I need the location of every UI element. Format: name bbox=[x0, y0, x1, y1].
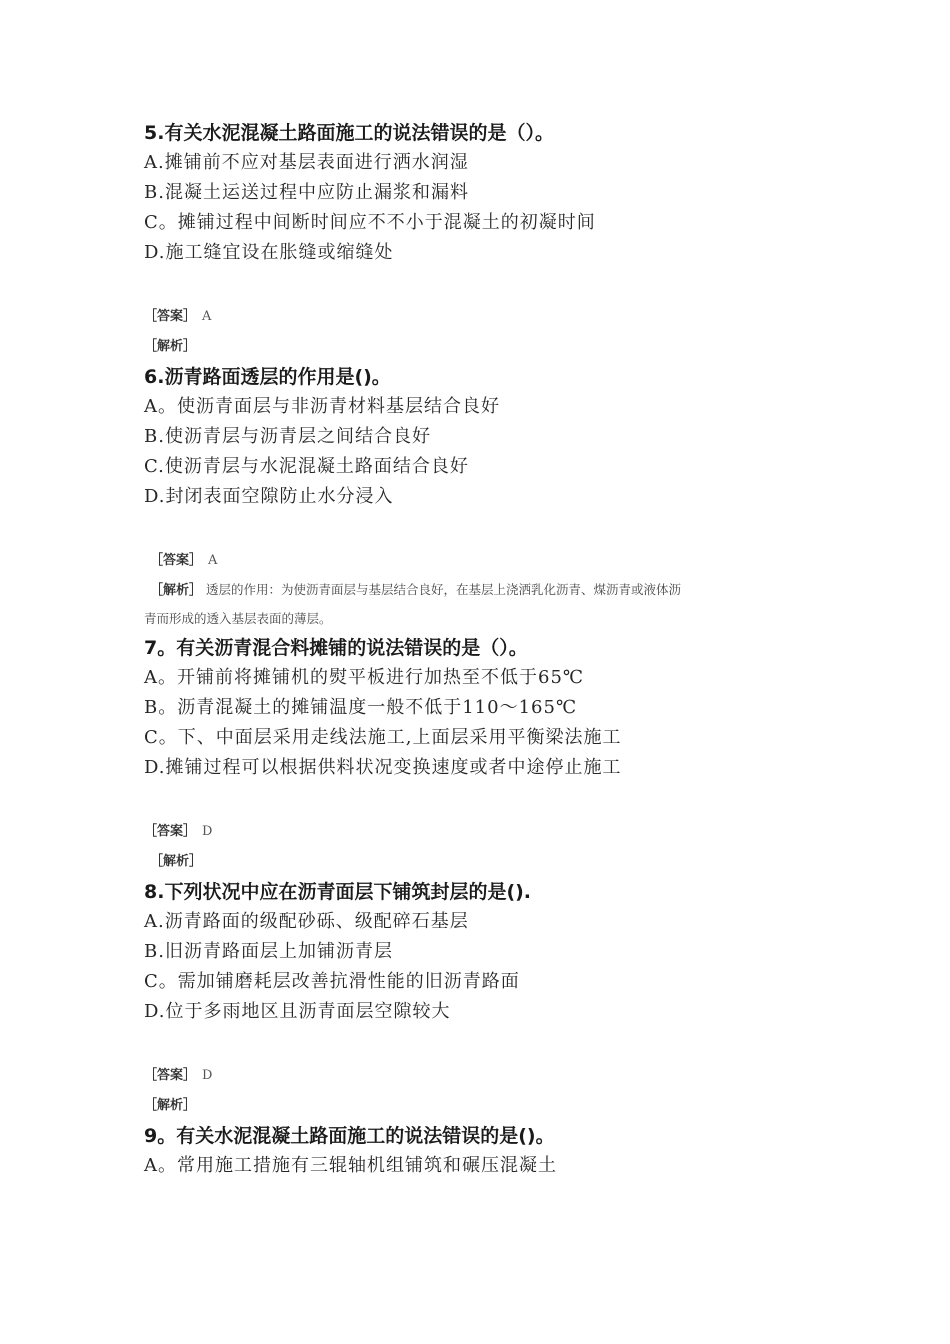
option-d: D.位于多雨地区且沥青面层空隙较大 bbox=[144, 1001, 451, 1022]
option-a: A.沥青路面的级配砂砾、级配碎石基层 bbox=[144, 911, 469, 932]
option-b: B.混凝土运送过程中应防止漏浆和漏料 bbox=[144, 182, 469, 203]
option-c: C。需加铺磨耗层改善抗滑性能的旧沥青路面 bbox=[144, 971, 520, 992]
option-d: D.封闭表面空隙防止水分浸入 bbox=[144, 486, 394, 507]
analysis-line bbox=[144, 332, 824, 362]
analysis-text: 透层的作用：为使沥青面层与基层结合良好，在基层上浇洒乳化沥青、煤沥青或液体沥 bbox=[206, 582, 682, 597]
option-d: D.摊铺过程可以根据供料状况变换速度或者中途停止施工 bbox=[144, 757, 622, 778]
option-b: B.使沥青层与沥青层之间结合良好 bbox=[144, 426, 431, 447]
answer-line bbox=[144, 817, 824, 847]
option-a: A。常用施工措施有三辊轴机组铺筑和碾压混凝土 bbox=[144, 1155, 557, 1176]
analysis-tag: ［解析］ bbox=[150, 854, 203, 869]
answer-line bbox=[144, 546, 824, 576]
answer-tag: ［答案］ bbox=[144, 309, 197, 324]
analysis-line bbox=[144, 576, 824, 605]
question-title: 8.下列状况中应在沥青面层下铺筑封层的是(). bbox=[144, 881, 532, 903]
option-c: C.使沥青层与水泥混凝土路面结合良好 bbox=[144, 456, 469, 477]
answer-value: D bbox=[202, 1068, 213, 1083]
option-c: C。摊铺过程中间断时间应不不小于混凝土的初凝时间 bbox=[144, 212, 596, 233]
analysis-tag: ［解析］ bbox=[144, 339, 197, 354]
question-title: 9。有关水泥混凝土路面施工的说法错误的是()。 bbox=[144, 1125, 555, 1147]
analysis-tag: ［解析］ bbox=[150, 583, 203, 598]
option-a: A.摊铺前不应对基层表面进行洒水润湿 bbox=[144, 152, 469, 173]
question-title: 7。有关沥青混合料摊铺的说法错误的是（）。 bbox=[144, 637, 528, 659]
document-page bbox=[144, 118, 824, 1181]
answer-value: D bbox=[202, 824, 213, 839]
analysis-line bbox=[144, 1091, 824, 1121]
question-block bbox=[144, 1121, 824, 1181]
answer-tag: ［答案］ bbox=[144, 1068, 197, 1083]
question-title: 6.沥青路面透层的作用是()。 bbox=[144, 366, 391, 388]
analysis-tag: ［解析］ bbox=[144, 1098, 197, 1113]
option-b: B.旧沥青路面层上加铺沥青层 bbox=[144, 941, 393, 962]
answer-value: A bbox=[202, 309, 212, 324]
option-a: A。使沥青面层与非沥青材料基层结合良好 bbox=[144, 396, 500, 417]
answer-line bbox=[144, 302, 824, 332]
answer-line bbox=[144, 1061, 824, 1091]
answer-tag: ［答案］ bbox=[150, 553, 203, 568]
question-block bbox=[144, 118, 824, 362]
option-a: A。开铺前将摊铺机的熨平板进行加热至不低于65℃ bbox=[144, 667, 585, 688]
question-block bbox=[144, 633, 824, 877]
question-block bbox=[144, 877, 824, 1121]
question-title: 5.有关水泥混凝土路面施工的说法错误的是（）。 bbox=[144, 122, 554, 144]
analysis-continuation: 青而形成的透入基层表面的薄层。 bbox=[144, 611, 332, 626]
option-b: B。沥青混凝土的摊铺温度一般不低于110～165℃ bbox=[144, 697, 578, 718]
option-c: C。下、中面层采用走线法施工,上面层采用平衡梁法施工 bbox=[144, 727, 622, 748]
answer-tag: ［答案］ bbox=[144, 824, 197, 839]
answer-value: A bbox=[208, 553, 218, 568]
analysis-line bbox=[144, 847, 824, 877]
question-block bbox=[144, 362, 824, 633]
option-d: D.施工缝宜设在胀缝或缩缝处 bbox=[144, 242, 394, 263]
